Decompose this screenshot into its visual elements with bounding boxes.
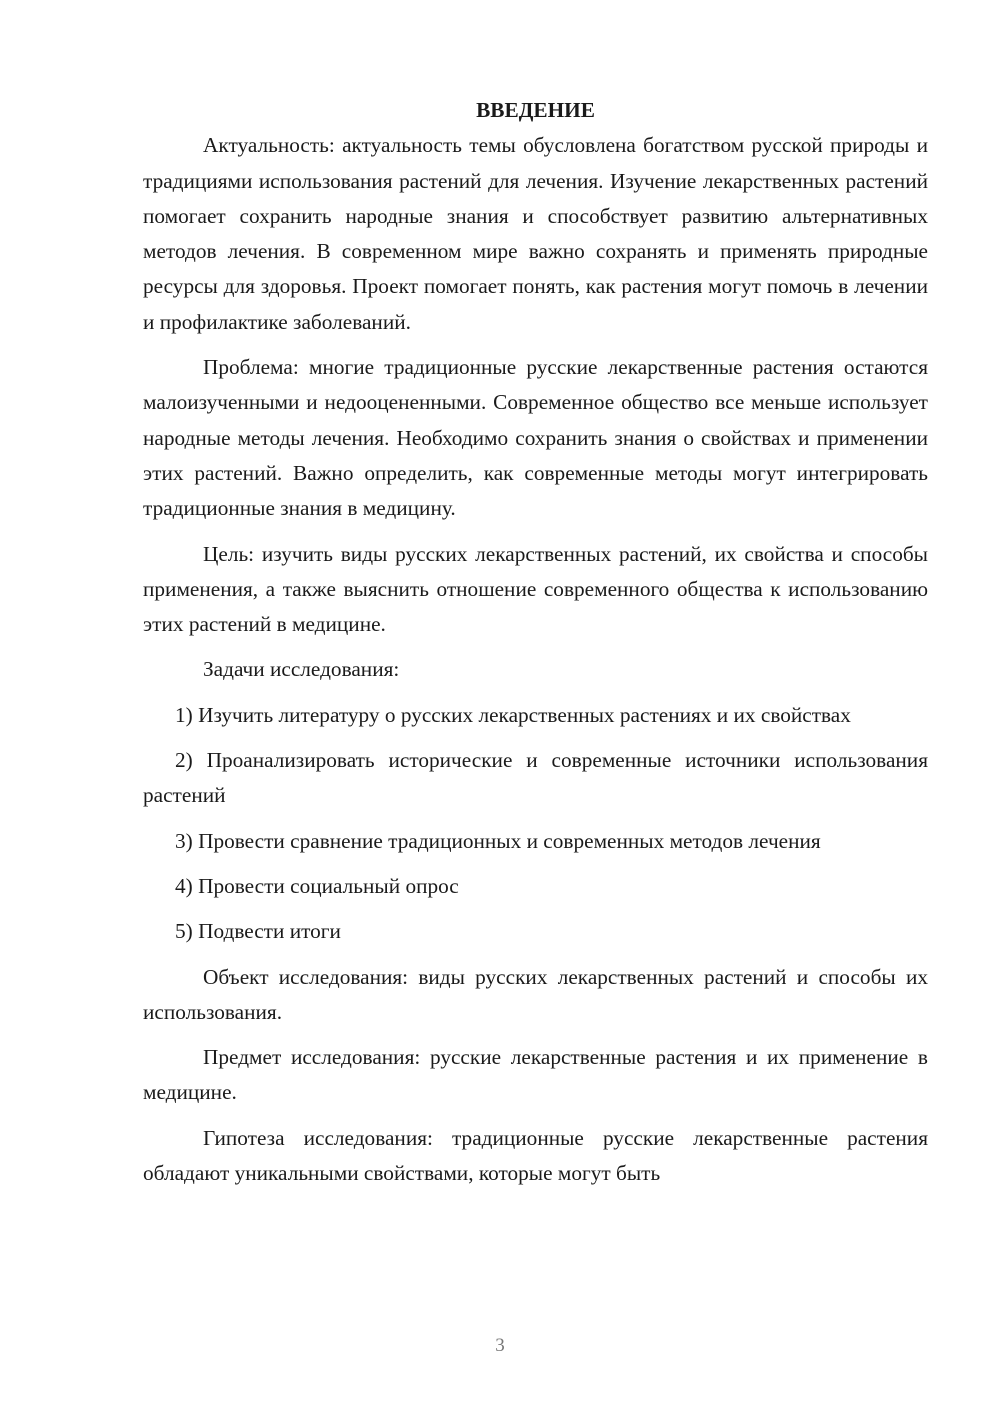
page-title: ВВЕДЕНИЕ: [476, 98, 595, 122]
task-item: 3) Провести сравнение традиционных и современных методов лечения: [175, 828, 821, 853]
problem-paragraph: Проблема: многие традиционные русские лекарственные растения остаются малоизученными и недооцененными. Современное общество все меньше использует народные методы лечения. Необходимо сохранить знания о свойствах и применении этих растений. Важно определить, как современные методы могут интегрировать традиционные знания в медицину.: [143, 355, 928, 521]
task-item: 1) Изучить литературу о русских лекарственных растениях и их свойствах: [175, 702, 851, 727]
page-content: [143, 93, 928, 1191]
task-item: 5) Подвести итоги: [175, 919, 341, 944]
relevance-paragraph: Актуальность: актуальность темы обусловлена богатством русской природы и традициями использования растений для лечения. Изучение лекарственных растений помогает сохранить народные знания и способствует развитию альтернативных методов лечения. В современном мире важно сохранять и применять природные ресурсы для здоровья. Проект помогает понять, как растения могут помочь в лечении и профилактике заболеваний.: [143, 133, 928, 334]
page-number: 3: [495, 1335, 505, 1356]
subject-paragraph: Предмет исследования: русские лекарственные растения и их применение в медицине.: [143, 1045, 928, 1105]
object-paragraph: Объект исследования: виды русских лекарственных растений и способы их использования.: [143, 964, 928, 1024]
tasks-heading: Задачи исследования:: [203, 657, 400, 682]
task-item: 4) Провести социальный опрос: [175, 873, 459, 898]
task-item: 2) Проанализировать исторические и современные источники использования растений: [143, 748, 928, 808]
goal-paragraph: Цель: изучить виды русских лекарственных растений, их свойства и способы применения, а также выяснить отношение современного общества к использованию этих растений в медицине.: [143, 541, 928, 637]
hypothesis-paragraph: Гипотеза исследования: традиционные русские лекарственные растения обладают уникальными свойствами, которые могут быть: [143, 1125, 928, 1186]
